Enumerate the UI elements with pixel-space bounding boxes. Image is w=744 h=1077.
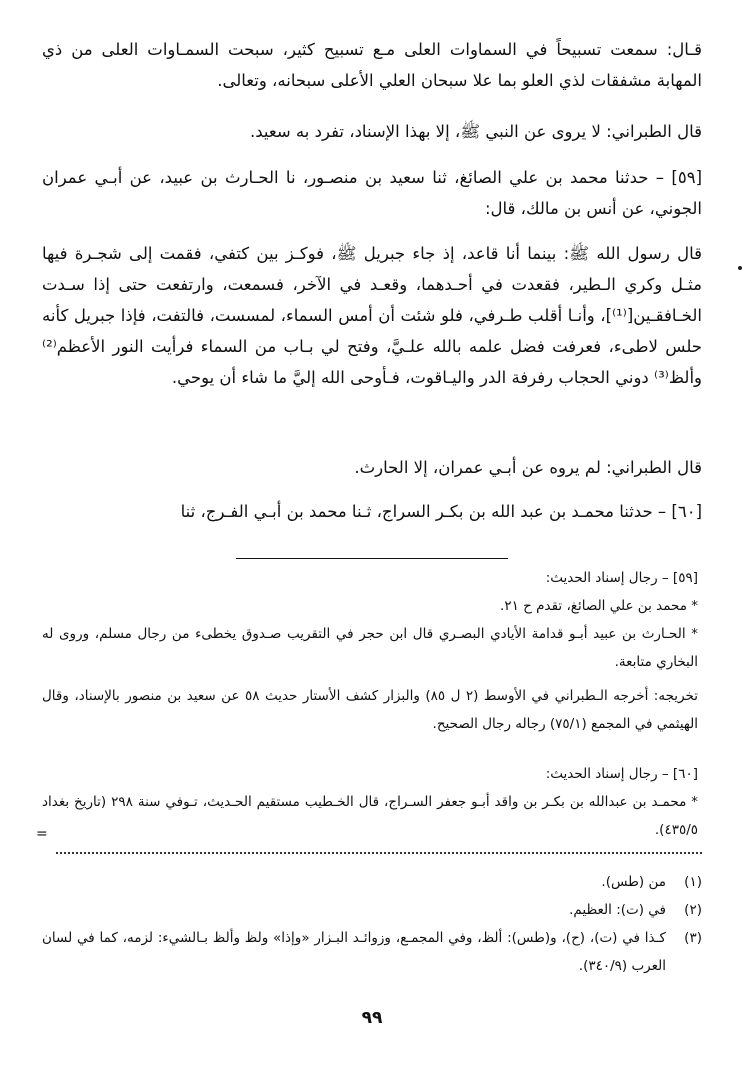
hadith-59-text: قال رسول الله ﷺ: بينما أنا قاعد، إذ جاء جبريل ﷺ، فوكـز بين كتفي، فقمت إلى شجـرة فيها مثـل وكري الـطير، فقعدت في أحـدهما، وقعـد في الآخر، فسمعت، وارتفعت حتى إذا سـدت الخـافقـين[⁽¹⁾]، وأنـا أقلب طـرفي، فلو شئت أن أمس السماء، لمسست، فالتفت، فإذا جبريل كأنه حلس لاطىء، فعرفت فضل علمه بالله علـيَّ، وفتح لي بـاب من السماء فرأيت النور الأعظم⁽²⁾ وألظ⁽³⁾ دوني الحجاب رفرفة الدر واليـاقوت، فـأوحى الله إليَّ ما شاء أن يوحي. [42,244,702,387]
notes-59-header: [٥٩] – رجال إسناد الحديث: [545,570,698,586]
footnote-2 [42,896,702,924]
notes-60-narrator-1: * محمـد بن عبدالله بن بكـر بن واقد أبـو جعفر السـراج، قال الخـطيب مستقيم الحـديث، تـوفي سنة ٢٩٨ (تاريخ بغداد ٤٣٥/٥). [42,794,698,838]
notes-59-takhrij [42,682,702,738]
footnote-number: (٣) [684,930,702,946]
margin-dot [738,266,742,270]
footnote-text: في (ت): العظيم. [569,902,666,918]
footnote-number: (١) [684,874,702,890]
notes-59-narrator-1: * محمد بن علي الصائغ، تقدم ح ٢١. [500,598,698,614]
notes-hadith-59 [42,564,702,676]
margin-mark: = [36,826,48,842]
notes-divider [236,558,508,559]
footnote-number: (٢) [684,902,702,918]
tabarani-comment-2: قال الطبراني: لم يروه عن أبـي عمران، إلا الحارث. [354,458,702,477]
footnote-1 [42,868,702,896]
footnotes [42,868,702,980]
footnote-text: كـذا في (ت)، (ح)، و(طس): ألظ، وفي المجمـع، وزوائـد البـزار «وإذا» ولظ وألظ بـالشيء: لزمه، كما في لسان العرب (٣٤٠/٩). [42,930,666,974]
body-paragraph-1: قـال: سمعت تسبيحاً في السماوات العلى مـع تسبيح كثير، سبحت السمـاوات العلى من ذي المهابة مشفقات لذي العلو بما علا سبحان العلي الأعلى سبحانه، وتعالى. [42,40,702,90]
notes-hadith-60 [42,760,702,844]
page-number: ٩٩ [361,1008,383,1028]
notes-59-narrator-2: * الحـارث بن عبيد أبـو قدامة الأيادي البصـري قال ابن حجر في التقريب صـدوق يخطىء من رجال مسلم، وروى له البخاري متابعة. [42,626,698,670]
footnote-text: من (طس). [601,874,666,890]
takhrij-text: تخريجه: أخرجه الـطبراني في الأوسط (٢ ل ٨٥) والبزار كشف الأستار حديث ٥٨ عن سعيد بن منصور بالإسناد، وقال الهيثمي في المجمع (٧٥/١) رجاله رجال الصحيح. [42,688,698,732]
footnotes-divider [56,852,702,854]
hadith-59-isnad: [٥٩] – حدثنا محمد بن علي الصائغ، ثنا سعيد بن منصـور، نا الحـارث بن عبيد، عن أبـي عمران الجوني، عن أنس بن مالك، قال: [42,168,702,218]
footnote-3 [42,924,702,980]
tabarani-comment-1: قال الطبراني: لا يروى عن النبي ﷺ، إلا بهذا الإسناد، تفرد به سعيد. [250,122,702,141]
hadith-60-isnad: [٦٠] – حدثنا محمـد بن عبد الله بن بكـر السراج، ثـنا محمد بن أبـي الفـرج، ثنا [180,502,702,521]
notes-60-header: [٦٠] – رجال إسناد الحديث: [545,766,698,782]
